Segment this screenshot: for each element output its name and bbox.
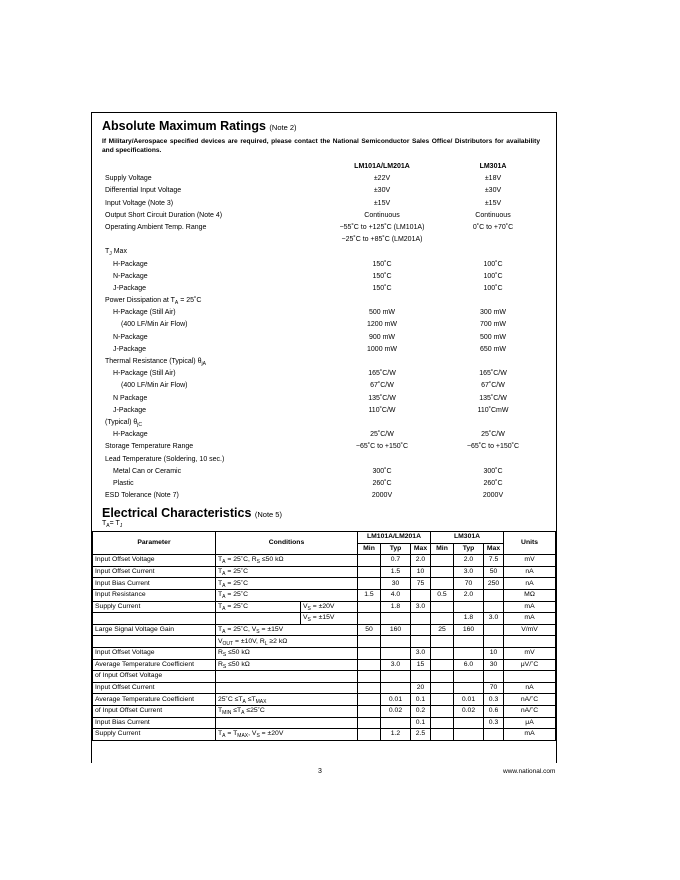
amr-value-b: −65˚C to +150˚C	[466, 443, 520, 451]
amr-row	[105, 454, 545, 466]
ec-a-max: 75	[411, 578, 431, 590]
amr-row	[105, 417, 545, 429]
ec-a-max	[411, 613, 431, 625]
ec-condition-sub: $V_S = \pm 20V$	[301, 601, 358, 613]
amr-value-a: 900 mW	[368, 333, 396, 341]
ec-b-max-header: Max	[484, 543, 504, 555]
amr-row	[105, 234, 545, 246]
ec-condition-cell	[216, 682, 358, 694]
ec-b-min	[431, 659, 454, 671]
footer-url: www.national.com	[503, 768, 556, 775]
ec-a-typ: 4.0	[381, 589, 411, 601]
amr-param: Plastic	[113, 479, 134, 487]
ec-condition-cell: 25˚C $\le T_A \le T_{MAX}$	[216, 694, 358, 706]
ec-b-max: 0.3	[484, 717, 504, 729]
amr-param: Thermal Resistance (Typical) $\theta_{jA}$	[105, 358, 206, 367]
ec-unit: μA	[504, 717, 556, 729]
ec-b-typ: 1.8	[454, 613, 484, 625]
ec-param: Input Bias Current	[93, 578, 216, 590]
ec-a-typ-header: Typ	[381, 543, 411, 555]
amr-value-a: 1200 mW	[367, 321, 397, 329]
amr-value-a: 25˚C/W	[370, 431, 394, 439]
ec-condition-cell: $V_{OUT} = \pm 10V$, $R_L \ge 2$ kΩ	[216, 636, 358, 648]
amr-param: J-Package	[113, 345, 147, 353]
amr-row	[105, 466, 545, 478]
ec-row	[93, 694, 556, 706]
amr-param: ESD Tolerance (Note 7)	[105, 492, 179, 500]
ec-param: Input Bias Current	[93, 717, 216, 729]
amr-value-b: ±18V	[484, 175, 502, 183]
amr-value-a: 67˚C/W	[370, 382, 394, 390]
ec-b-min: 0.5	[431, 589, 454, 601]
ec-unit: mV	[504, 555, 556, 567]
ec-row	[93, 555, 556, 567]
amr-value-a: ±15V	[373, 199, 391, 207]
ec-b-typ	[454, 647, 484, 659]
ec-a-typ: 3.0	[381, 659, 411, 671]
ec-a-typ: 1.5	[381, 566, 411, 578]
ec-a-typ: 1.8	[381, 601, 411, 613]
amr-value-a: Continuous	[364, 211, 400, 219]
amr-param: (Typical) $\theta_{jC}$	[105, 418, 143, 428]
ec-condition-cell: $T_A$ = 25˚C	[216, 566, 358, 578]
ec-b-min-header: Min	[431, 543, 454, 555]
ec-a-min	[358, 578, 381, 590]
ec-a-min	[358, 682, 381, 694]
ec-a-min: 1.5	[358, 589, 381, 601]
ec-unit: nA	[504, 682, 556, 694]
ec-param: Large Signal Voltage Gain	[93, 624, 216, 636]
ec-a-max	[411, 624, 431, 636]
ec-row	[93, 682, 556, 694]
amr-value-b: 500 mW	[479, 333, 507, 341]
ec-a-typ: 160	[381, 624, 411, 636]
ec-row	[93, 659, 556, 671]
ec-unit: nA/˚C	[504, 705, 556, 717]
ec-a-typ	[381, 636, 411, 648]
ec-condition-cell: $T_A$ = 25˚C	[216, 601, 301, 613]
ec-b-typ: 6.0	[454, 659, 484, 671]
ec-b-typ: 70	[454, 578, 484, 590]
amr-row	[105, 307, 545, 319]
ec-a-min-header: Min	[358, 543, 381, 555]
amr-row	[105, 271, 545, 283]
amr-row	[105, 405, 545, 417]
ec-a-max: 0.1	[411, 717, 431, 729]
ec-a-max: 0.2	[411, 705, 431, 717]
amr-param: N Package	[113, 394, 148, 402]
amr-value-a: 1000 mW	[367, 345, 397, 353]
amr-heading	[102, 119, 297, 133]
ec-condition-cell: $T_A$ = 25˚C, $R_S \le 50$ kΩ	[216, 555, 358, 567]
amr-row	[105, 198, 545, 210]
amr-row	[105, 356, 545, 368]
ec-b-typ	[454, 682, 484, 694]
amr-value-a: ±30V	[373, 187, 391, 195]
ec-b-typ: 0.02	[454, 705, 484, 717]
amr-param: $T_J$ Max	[105, 248, 127, 258]
ec-unit: μV/˚C	[504, 659, 556, 671]
amr-header-row	[105, 161, 545, 173]
ec-a-min	[358, 729, 381, 741]
ec-b-typ: 2.0	[454, 555, 484, 567]
amr-value-b: Continuous	[475, 211, 511, 219]
ec-condition: $T_A= T_J$	[102, 520, 123, 529]
ec-a-typ: 1.2	[381, 729, 411, 741]
amr-param: (400 LF/Min Air Flow)	[121, 321, 188, 329]
amr-row	[105, 490, 545, 502]
amr-param: Differential Input Voltage	[105, 187, 182, 195]
amr-value-b: 300˚C	[483, 467, 503, 475]
ec-table	[92, 531, 556, 741]
ec-a-min	[358, 613, 381, 625]
ec-b-max	[484, 636, 504, 648]
amr-param: H-Package (Still Air)	[113, 370, 176, 378]
amr-param: Power Dissipation at $T_A$ = 25˚C	[105, 297, 202, 307]
amr-value-b: 100˚C	[483, 284, 503, 292]
amr-row	[105, 478, 545, 490]
amr-value-b: ±30V	[484, 187, 502, 195]
ec-row	[93, 589, 556, 601]
ec-a-typ	[381, 682, 411, 694]
ec-units-header: Units	[504, 532, 556, 555]
amr-value-a: −55˚C to +125˚C (LM101A)	[339, 223, 425, 231]
amr-value-a: 500 mW	[368, 309, 396, 317]
amr-row	[105, 380, 545, 392]
amr-value-a: 150˚C	[372, 272, 392, 280]
ec-a-min	[358, 717, 381, 729]
ec-b-typ: 0.01	[454, 694, 484, 706]
ec-b-min	[431, 555, 454, 567]
ec-a-max	[411, 589, 431, 601]
ec-a-min	[358, 671, 381, 683]
amr-value-b: 2000V	[482, 492, 504, 500]
ec-b-min	[431, 694, 454, 706]
ec-condition-cell	[216, 671, 358, 683]
ec-b-max: 0.3	[484, 694, 504, 706]
ec-a-typ: 0.7	[381, 555, 411, 567]
amr-col-a-header: LM101A/LM201A	[354, 163, 410, 170]
ec-row	[93, 613, 556, 625]
ec-param: Input Offset Current	[93, 682, 216, 694]
ec-row	[93, 624, 556, 636]
ec-unit: nA/˚C	[504, 694, 556, 706]
ec-a-typ	[381, 671, 411, 683]
ec-unit: MΩ	[504, 589, 556, 601]
amr-value-a: 260˚C	[372, 479, 392, 487]
ec-b-typ	[454, 671, 484, 683]
ec-b-max: 0.6	[484, 705, 504, 717]
ec-condition-cell: $T_{MIN} \le T_A$ ≤25˚C	[216, 705, 358, 717]
amr-value-b: 700 mW	[479, 321, 507, 329]
amr-param: N-Package	[113, 272, 148, 280]
ec-a-max: 3.0	[411, 601, 431, 613]
ec-b-max	[484, 589, 504, 601]
ec-row	[93, 636, 556, 648]
ec-header-row-1	[93, 532, 556, 544]
amr-param: J-Package	[113, 406, 147, 414]
ec-b-typ: 3.0	[454, 566, 484, 578]
amr-row	[105, 295, 545, 307]
page-number: 3	[318, 768, 322, 775]
ec-b-typ	[454, 717, 484, 729]
ec-b-min	[431, 566, 454, 578]
ec-a-max	[411, 671, 431, 683]
ec-row	[93, 729, 556, 741]
amr-param: J-Package	[113, 284, 147, 292]
ec-b-max: 250	[484, 578, 504, 590]
amr-param: Lead Temperature (Soldering, 10 sec.)	[105, 455, 225, 463]
amr-param: Storage Temperature Range	[105, 443, 194, 451]
ec-unit: V/mV	[504, 624, 556, 636]
amr-row	[105, 319, 545, 331]
amr-row	[105, 283, 545, 295]
amr-value-a: 2000V	[371, 492, 393, 500]
amr-row	[105, 246, 545, 258]
amr-row	[105, 429, 545, 441]
ec-unit: nA	[504, 578, 556, 590]
amr-value-a: 150˚C	[372, 284, 392, 292]
ec-b-min	[431, 636, 454, 648]
ec-a-typ: 0.01	[381, 694, 411, 706]
amr-param: H-Package	[113, 431, 148, 439]
ec-a-typ	[381, 613, 411, 625]
amr-value-a: −25˚C to +85˚C (LM201A)	[341, 236, 423, 244]
amr-value-b: 165˚C/W	[479, 370, 507, 378]
amr-param: Output Short Circuit Duration (Note 4)	[105, 211, 223, 219]
amr-value-b: 100˚C	[483, 260, 503, 268]
amr-param: H-Package	[113, 260, 148, 268]
ec-a-min	[358, 647, 381, 659]
ec-b-min	[431, 682, 454, 694]
ec-group-a-header: LM101A/LM201A	[358, 532, 431, 544]
ec-condition-cell: $T_A$ = 25˚C	[216, 589, 358, 601]
ec-unit	[504, 636, 556, 648]
amr-col-b-header: LM301A	[479, 163, 507, 170]
ec-a-typ	[381, 717, 411, 729]
ec-row	[93, 578, 556, 590]
ec-param: of Input Offset Voltage	[93, 671, 216, 683]
amr-value-b: 0˚C to +70˚C	[472, 223, 514, 231]
ec-param: Input Offset Current	[93, 566, 216, 578]
amr-value-b: 25˚C/W	[481, 431, 505, 439]
amr-row	[105, 344, 545, 356]
amr-value-a: 135˚C/W	[368, 394, 396, 402]
amr-row	[105, 332, 545, 344]
ec-b-max	[484, 624, 504, 636]
ec-a-typ: 0.02	[381, 705, 411, 717]
ec-row	[93, 717, 556, 729]
amr-row	[105, 173, 545, 185]
amr-value-b: 100˚C	[483, 272, 503, 280]
amr-param: Input Voltage (Note 3)	[105, 199, 174, 207]
ec-a-max: 20	[411, 682, 431, 694]
ec-a-min	[358, 601, 381, 613]
amr-title-note: (Note 2)	[269, 123, 297, 132]
amr-row	[105, 210, 545, 222]
ec-b-max: 30	[484, 659, 504, 671]
ec-a-min: 50	[358, 624, 381, 636]
ec-b-typ: 160	[454, 624, 484, 636]
amr-value-b: 110˚CmW	[477, 406, 509, 414]
ec-a-min	[358, 659, 381, 671]
ec-group-b-header: LM301A	[431, 532, 504, 544]
amr-table	[105, 161, 545, 502]
ec-unit: mA	[504, 613, 556, 625]
ec-row	[93, 705, 556, 717]
amr-param: H-Package (Still Air)	[113, 309, 176, 317]
ec-a-max: 2.5	[411, 729, 431, 741]
ec-param	[93, 613, 216, 625]
ec-b-min	[431, 647, 454, 659]
ec-b-max	[484, 671, 504, 683]
ec-b-max: 50	[484, 566, 504, 578]
amr-row	[105, 222, 545, 234]
ec-a-max: 3.0	[411, 647, 431, 659]
amr-param: N-Package	[113, 333, 148, 341]
ec-condition-cell: $T_A = T_{MAX}$, $V_S = \pm 20V$	[216, 729, 358, 741]
ec-a-max: 10	[411, 566, 431, 578]
ec-condition-cell: $T_A$ = 25˚C	[216, 578, 358, 590]
ec-condition-sub: $V_S = \pm 15V$	[301, 613, 358, 625]
ec-b-min	[431, 671, 454, 683]
ec-b-max: 7.5	[484, 555, 504, 567]
ec-condition-cell: $R_S \le 50$ kΩ	[216, 659, 358, 671]
ec-b-max: 70	[484, 682, 504, 694]
amr-value-b: 300 mW	[479, 309, 507, 317]
ec-title: Electrical Characteristics	[102, 506, 252, 520]
ec-b-max: 10	[484, 647, 504, 659]
ec-a-max-header: Max	[411, 543, 431, 555]
ec-b-typ-header: Typ	[454, 543, 484, 555]
ec-param: Input Resistance	[93, 589, 216, 601]
amr-warning: If Military/Aerospace specified devices are required, please contact the National Semiconductor Sales Office/ Distributors for availability and specifications.	[102, 138, 540, 154]
ec-condition-cell: $T_A$ = 25˚C, $V_S = \pm 15V$	[216, 624, 358, 636]
amr-value-b: 650 mW	[479, 345, 507, 353]
amr-row	[105, 185, 545, 197]
amr-value-b: ±15V	[484, 199, 502, 207]
ec-a-min	[358, 566, 381, 578]
amr-param: Metal Can or Ceramic	[113, 467, 182, 475]
ec-title-note: (Note 5)	[254, 510, 282, 519]
ec-condition-cell: $R_S \le 50$ kΩ	[216, 647, 358, 659]
amr-value-a: 165˚C/W	[368, 370, 396, 378]
ec-heading	[102, 506, 282, 520]
ec-unit: nA	[504, 566, 556, 578]
ec-param: Supply Current	[93, 729, 216, 741]
ec-a-typ	[381, 647, 411, 659]
ec-a-max: 0.1	[411, 694, 431, 706]
ec-unit: mA	[504, 601, 556, 613]
ec-param: Average Temperature Coefficient	[93, 694, 216, 706]
ec-a-min	[358, 636, 381, 648]
ec-unit: mA	[504, 729, 556, 741]
ec-condition-cell	[216, 717, 358, 729]
amr-value-a: 110˚C/W	[368, 406, 396, 414]
ec-b-typ	[454, 636, 484, 648]
ec-a-typ: 30	[381, 578, 411, 590]
ec-condition-cell	[216, 613, 301, 625]
ec-b-typ: 2.0	[454, 589, 484, 601]
ec-param: Average Temperature Coefficient	[93, 659, 216, 671]
amr-row	[105, 368, 545, 380]
ec-row	[93, 566, 556, 578]
ec-b-min	[431, 601, 454, 613]
ec-a-min	[358, 555, 381, 567]
ec-b-min	[431, 578, 454, 590]
ec-parameter-header: Parameter	[93, 532, 216, 555]
amr-value-b: 135˚C/W	[479, 394, 507, 402]
ec-b-typ	[454, 601, 484, 613]
ec-param: Input Offset Voltage	[93, 647, 216, 659]
ec-row	[93, 671, 556, 683]
amr-param: (400 LF/Min Air Flow)	[121, 382, 188, 390]
ec-unit	[504, 671, 556, 683]
amr-param: Operating Ambient Temp. Range	[105, 223, 207, 231]
ec-conditions-header: Conditions	[216, 532, 358, 555]
ec-row	[93, 647, 556, 659]
ec-a-max: 2.0	[411, 555, 431, 567]
ec-param: Input Offset Voltage	[93, 555, 216, 567]
amr-row	[105, 393, 545, 405]
ec-param: of Input Offset Current	[93, 705, 216, 717]
ec-a-min	[358, 705, 381, 717]
amr-row	[105, 259, 545, 271]
amr-value-a: −65˚C to +150˚C	[355, 443, 409, 451]
ec-param	[93, 636, 216, 648]
amr-value-a: 300˚C	[372, 467, 392, 475]
ec-b-typ	[454, 729, 484, 741]
ec-param: Supply Current	[93, 601, 216, 613]
ec-b-min	[431, 705, 454, 717]
ec-b-max	[484, 729, 504, 741]
amr-row	[105, 441, 545, 453]
ec-b-min	[431, 717, 454, 729]
ec-b-max: 3.0	[484, 613, 504, 625]
amr-value-b: 260˚C	[483, 479, 503, 487]
ec-b-min: 25	[431, 624, 454, 636]
ec-unit: mV	[504, 647, 556, 659]
ec-a-max: 15	[411, 659, 431, 671]
amr-param: Supply Voltage	[105, 175, 152, 183]
ec-b-min	[431, 613, 454, 625]
amr-value-b: 67˚C/W	[481, 382, 505, 390]
ec-a-min	[358, 694, 381, 706]
amr-value-a: ±22V	[373, 175, 391, 183]
ec-b-max	[484, 601, 504, 613]
amr-value-a: 150˚C	[372, 260, 392, 268]
amr-title: Absolute Maximum Ratings	[102, 119, 266, 133]
ec-row	[93, 601, 556, 613]
ec-a-max	[411, 636, 431, 648]
ec-b-min	[431, 729, 454, 741]
